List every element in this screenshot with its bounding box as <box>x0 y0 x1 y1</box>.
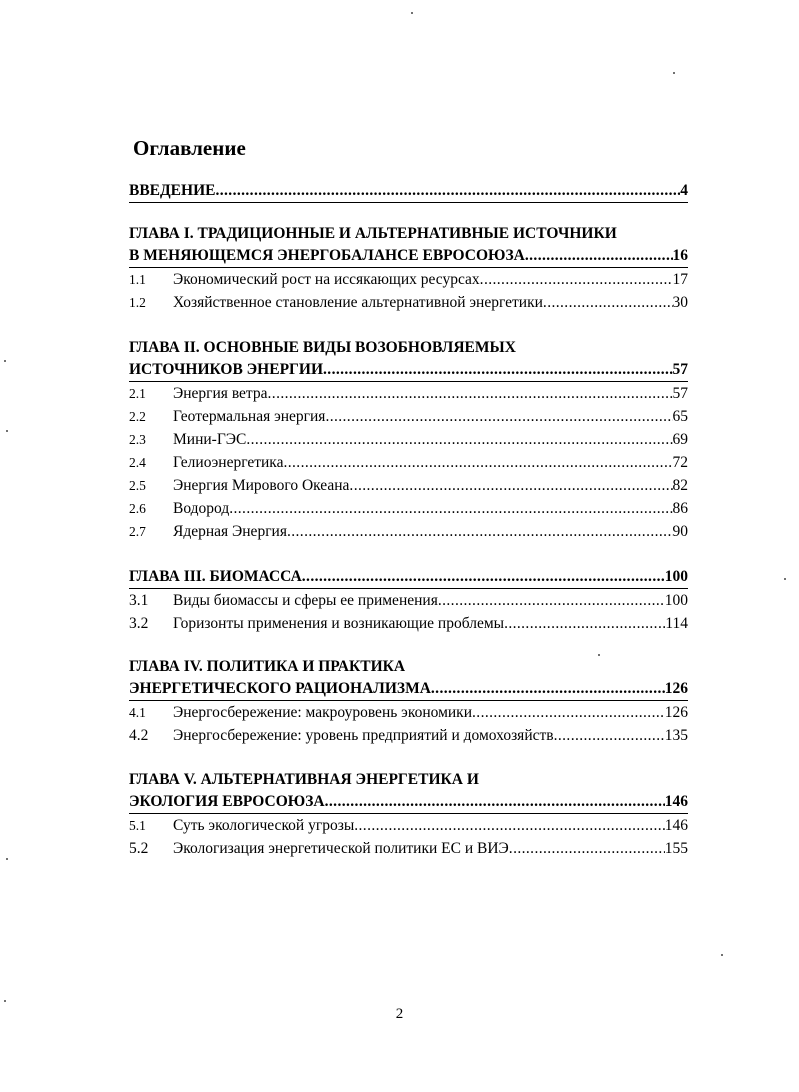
chapter-5-subtitle: ЭКОЛОГИЯ ЕВРОСОЮЗА <box>129 793 325 810</box>
toc-section-3-2[interactable] <box>129 613 688 635</box>
dot-leader <box>438 590 665 612</box>
section-title: Водород <box>173 500 230 517</box>
chapter-2-title-line1[interactable] <box>129 337 688 359</box>
chapter-1-subtitle: В МЕНЯЮЩЕМСЯ ЭНЕРГОБАЛАНСЕ ЕВРОСОЮЗА <box>129 247 525 264</box>
section-title: Гелиоэнергетика <box>173 454 284 471</box>
toc-section-2-5[interactable] <box>129 475 688 497</box>
scan-speck <box>4 360 6 362</box>
chapter-1-page: 16 <box>672 247 688 264</box>
toc-section-2-6[interactable] <box>129 498 688 520</box>
section-title: Энергосбережение: уровень предприятий и домохозяйств <box>173 727 554 744</box>
section-page: 100 <box>664 592 688 609</box>
section-title: Суть экологической угрозы <box>173 817 355 834</box>
dot-leader <box>509 838 665 860</box>
section-title: Хозяйственное становление альтернативной энергетики <box>173 294 543 311</box>
section-number: 5.2 <box>129 840 149 857</box>
chapter-5-page: 146 <box>664 793 688 810</box>
section-number: 5.1 <box>129 818 146 833</box>
section-number: 2.4 <box>129 455 146 470</box>
section-page: 135 <box>664 727 688 744</box>
chapter-2-title: ГЛАВА II. ОСНОВНЫЕ ВИДЫ ВОЗОБНОВЛЯЕМЫХ <box>129 339 516 356</box>
section-page: 65 <box>672 408 688 425</box>
toc-section-2-2[interactable] <box>129 406 688 428</box>
page-title: Оглавление <box>133 136 246 160</box>
chapter-2-title-line2[interactable] <box>129 359 688 381</box>
section-page: 114 <box>665 615 688 632</box>
section-number: 4.2 <box>129 727 149 744</box>
toc-section-2-4[interactable] <box>129 452 688 474</box>
section-number: 2.1 <box>129 386 146 401</box>
section-page: 126 <box>664 704 688 721</box>
scan-speck <box>673 72 675 74</box>
dot-leader <box>325 406 672 428</box>
scan-speck <box>4 1000 6 1002</box>
section-number: 2.2 <box>129 409 146 424</box>
section-title: Энергосбережение: макроуровень экономики <box>173 704 473 721</box>
section-title: Ядерная Энергия <box>173 523 287 540</box>
section-number: 1.2 <box>129 295 146 310</box>
dot-leader <box>268 383 673 405</box>
chapter-1-title-line2[interactable] <box>129 245 688 267</box>
section-number: 3.2 <box>129 615 149 632</box>
dot-leader <box>554 725 665 747</box>
section-page: 82 <box>672 477 688 494</box>
scan-speck <box>411 12 413 14</box>
dot-leader <box>215 180 680 202</box>
dot-leader <box>543 292 673 314</box>
section-number: 2.5 <box>129 478 146 493</box>
toc-section-2-3[interactable] <box>129 429 688 451</box>
section-number: 2.3 <box>129 432 146 447</box>
section-number: 1.1 <box>129 272 146 287</box>
toc-intro-title: ВВЕДЕНИЕ <box>129 182 216 199</box>
divider <box>129 202 688 203</box>
scan-speck <box>598 654 600 656</box>
dot-leader <box>354 815 665 837</box>
toc-section-5-2[interactable] <box>129 838 688 860</box>
chapter-3-page: 100 <box>664 568 688 585</box>
section-page: 86 <box>672 500 688 517</box>
divider <box>129 267 688 268</box>
toc-section-2-7[interactable] <box>129 521 688 543</box>
chapter-5-title-line2[interactable] <box>129 791 688 813</box>
section-page: 155 <box>664 840 688 857</box>
chapter-4-page: 126 <box>664 680 688 697</box>
section-title: Горизонты применения и возникающие проблемы <box>173 615 505 632</box>
chapter-5-title-line1[interactable] <box>129 769 688 791</box>
chapter-4-title: ГЛАВА IV. ПОЛИТИКА И ПРАКТИКА <box>129 658 406 675</box>
dot-leader <box>246 429 672 451</box>
toc-section-2-1[interactable] <box>129 383 688 405</box>
section-title: Экологизация энергетической политики ЕС и ВИЭ <box>173 840 509 857</box>
dot-leader <box>480 269 673 291</box>
chapter-1-title-line1[interactable] <box>129 223 688 245</box>
chapter-4-title-line1[interactable] <box>129 656 688 678</box>
dot-leader <box>302 566 665 588</box>
divider <box>129 813 688 814</box>
toc-section-4-1[interactable] <box>129 702 688 724</box>
chapter-4-subtitle: ЭНЕРГЕТИЧЕСКОГО РАЦИОНАЛИЗМА <box>129 680 431 697</box>
divider <box>129 588 688 589</box>
section-number: 3.1 <box>129 592 149 609</box>
divider <box>129 381 688 382</box>
chapter-3-title: ГЛАВА III. БИОМАССА <box>129 568 302 585</box>
section-page: 30 <box>672 294 688 311</box>
section-page: 146 <box>664 817 688 834</box>
scan-speck <box>6 858 8 860</box>
scan-speck <box>6 430 8 432</box>
section-number: 2.7 <box>129 524 146 539</box>
section-page: 69 <box>672 431 688 448</box>
scan-speck <box>784 578 786 580</box>
dot-leader <box>287 521 673 543</box>
dot-leader <box>504 613 665 635</box>
dot-leader <box>472 702 665 724</box>
dot-leader <box>431 678 665 700</box>
dot-leader <box>323 359 672 381</box>
section-title: Виды биомассы и сферы ее применения <box>173 592 438 609</box>
section-number: 4.1 <box>129 705 146 720</box>
dot-leader <box>349 475 672 497</box>
section-page: 17 <box>672 271 688 288</box>
dot-leader <box>283 452 672 474</box>
toc-section-4-2[interactable] <box>129 725 688 747</box>
section-title: Геотермальная энергия <box>173 408 326 425</box>
scan-speck <box>721 954 723 956</box>
page-number: 2 <box>395 1006 404 1022</box>
chapter-4-title-line2[interactable] <box>129 678 688 700</box>
section-page: 90 <box>672 523 688 540</box>
toc-intro[interactable] <box>129 180 688 202</box>
toc-intro-page: 4 <box>680 182 688 199</box>
section-title: Энергия Мирового Океана <box>173 477 350 494</box>
chapter-2-subtitle: ИСТОЧНИКОВ ЭНЕРГИИ <box>129 361 324 378</box>
section-title: Энергия ветра <box>173 385 268 402</box>
dot-leader <box>229 498 672 520</box>
section-page: 57 <box>672 385 688 402</box>
section-number: 2.6 <box>129 501 146 516</box>
chapter-1-title: ГЛАВА I. ТРАДИЦИОННЫЕ И АЛЬТЕРНАТИВНЫЕ ИСТОЧНИКИ <box>129 225 617 242</box>
section-page: 72 <box>672 454 688 471</box>
dot-leader <box>325 791 665 813</box>
section-title: Мини-ГЭС <box>173 431 247 448</box>
section-title: Экономический рост на иссякающих ресурсах <box>173 271 480 288</box>
toc-section-1-2[interactable] <box>129 292 688 314</box>
toc-section-5-1[interactable] <box>129 815 688 837</box>
dot-leader <box>525 245 673 267</box>
divider <box>129 700 688 701</box>
chapter-2-page: 57 <box>672 361 688 378</box>
toc-section-1-1[interactable] <box>129 269 688 291</box>
toc-section-3-1[interactable] <box>129 590 688 612</box>
chapter-5-title: ГЛАВА V. АЛЬТЕРНАТИВНАЯ ЭНЕРГЕТИКА И <box>129 771 479 788</box>
chapter-3-title-line1[interactable] <box>129 566 688 588</box>
